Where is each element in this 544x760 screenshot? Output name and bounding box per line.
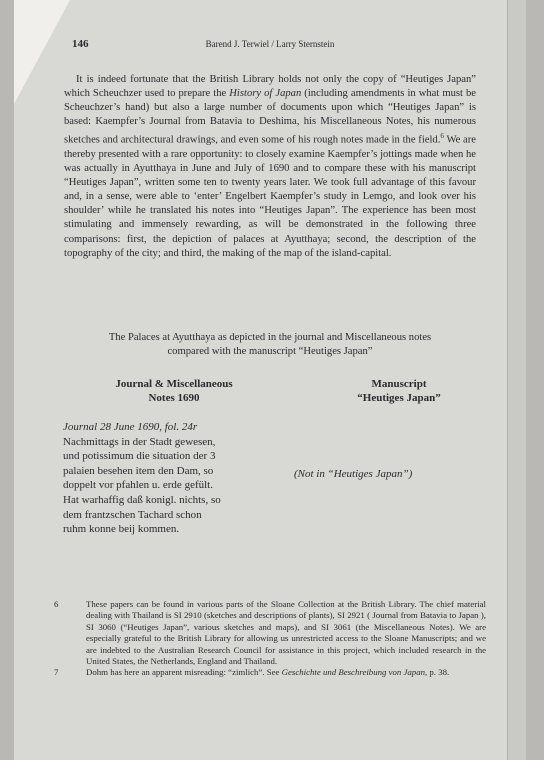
journal-line: doppelt vor pfahlen u. erde gefült. xyxy=(63,479,213,492)
journal-line: Hat warhaffig daß konigl. nichts, so xyxy=(63,493,221,506)
column-heading-journal-line-2: Notes 1690 xyxy=(148,392,200,404)
body-text-start: It is indeed fortunate that the British Library holds not only the copy of “Heutiges Japan” which Scheuchzer used to prepare the xyxy=(64,74,476,100)
footnote-7 xyxy=(54,667,486,678)
body-text-middle: (including amendments in what must be Scheuchzer’s hand) but also a large number of documents upon which “Heutiges Japan” is based: Kaempfer’s Journal from Batavia to Deshima, his Miscellaneous Notes, his numerous sketches and architectural drawings, and even some of his rough notes made in the field. xyxy=(64,88,476,146)
footnote-number: 6 xyxy=(54,599,59,609)
footnote-number: 7 xyxy=(54,667,59,678)
journal-excerpt xyxy=(63,420,283,537)
footnotes xyxy=(54,599,486,679)
journal-reference: Journal 28 June 1690, fol. 24r xyxy=(63,421,198,433)
page-number: 146 xyxy=(72,38,89,50)
footnote-text: These papers can be found in various parts of the Sloane Collection at the British Library. The chief material dealing with Thailand is SI 2910 (sketches and descriptions of plants), SI 2921 ( Journal from Batavia to Japan ), SI 3060 (“Heutiges Japan”, various sketches and maps), and SI 3061 (the Miscellaneous Notes). We are especially grateful to the British Library for allowing us unrestricted access to the Sloane Manuscripts; and we are indebted to the Australian Research Council for assistance in this project, which included research in the United States, the Netherlands, England and Thailand. xyxy=(86,599,486,667)
journal-line: und potissimum die situation der 3 xyxy=(63,450,216,463)
column-heading-journal-line-1: Journal & Miscellaneous xyxy=(115,378,233,390)
journal-line: ruhm konne beij kommen. xyxy=(63,523,180,536)
footnote-6 xyxy=(54,599,486,667)
section-title-line-2: compared with the manuscript “Heutiges Japan” xyxy=(167,346,373,357)
journal-line: palaien besehen item den Dam, so xyxy=(63,464,214,477)
column-heading-manuscript xyxy=(314,377,484,405)
book-page xyxy=(14,0,526,760)
body-text-end: We are thereby presented with a rare opportunity: to closely examine Kaempfer’s jottings made when he was actually in Ayutthaya in June and July of 1690 and to compare these with his manuscript “Heutiges Japan”, written some ten to twenty years later. We took full advantage of this favour and, in a sense, were able to ‘enter’ Engelbert Kaempfer’s study in Lemgo, and look over his shoulder’ while he translated his notes into “Heutiges Japan”. The experience has been most stimulating and immensely rewarding, as will be demonstrated in the following three comparisons: first, the depiction of palaces at Ayutthaya; second, the description of the topography of the city; and third, the making of the map of the island-capital. xyxy=(64,134,476,259)
journal-line: dem frantzschen Tachard schon xyxy=(63,508,202,521)
folded-page-corner xyxy=(14,0,70,130)
journal-line: Nachmittags in der Stadt gewesen, xyxy=(63,435,216,448)
body-title-italic: History of Japan xyxy=(229,88,302,100)
running-head: Barend J. Terwiel / Larry Sternstein xyxy=(205,39,335,49)
column-heading-manuscript-line-1: Manuscript xyxy=(371,378,427,390)
section-title-line-1: The Palaces at Ayutthaya as depicted in the journal and Miscellaneous notes xyxy=(108,332,432,343)
footnote-ref: 6 xyxy=(440,132,444,141)
footnote-text: Dohm has here an apparent misreading: “zimlich”. See xyxy=(86,667,282,678)
binding-edge xyxy=(507,0,526,760)
footnote-italic-title: Geschichte und Beschreibung von Japan xyxy=(281,667,425,678)
column-heading-manuscript-line-2: “Heutiges Japan” xyxy=(357,392,441,404)
footnote-text-end: , p. 38. xyxy=(425,667,450,678)
section-title xyxy=(64,331,476,359)
column-heading-journal xyxy=(94,377,254,405)
body-paragraph xyxy=(64,73,476,261)
manuscript-not-in-note: (Not in “Heutiges Japan”) xyxy=(294,468,413,480)
